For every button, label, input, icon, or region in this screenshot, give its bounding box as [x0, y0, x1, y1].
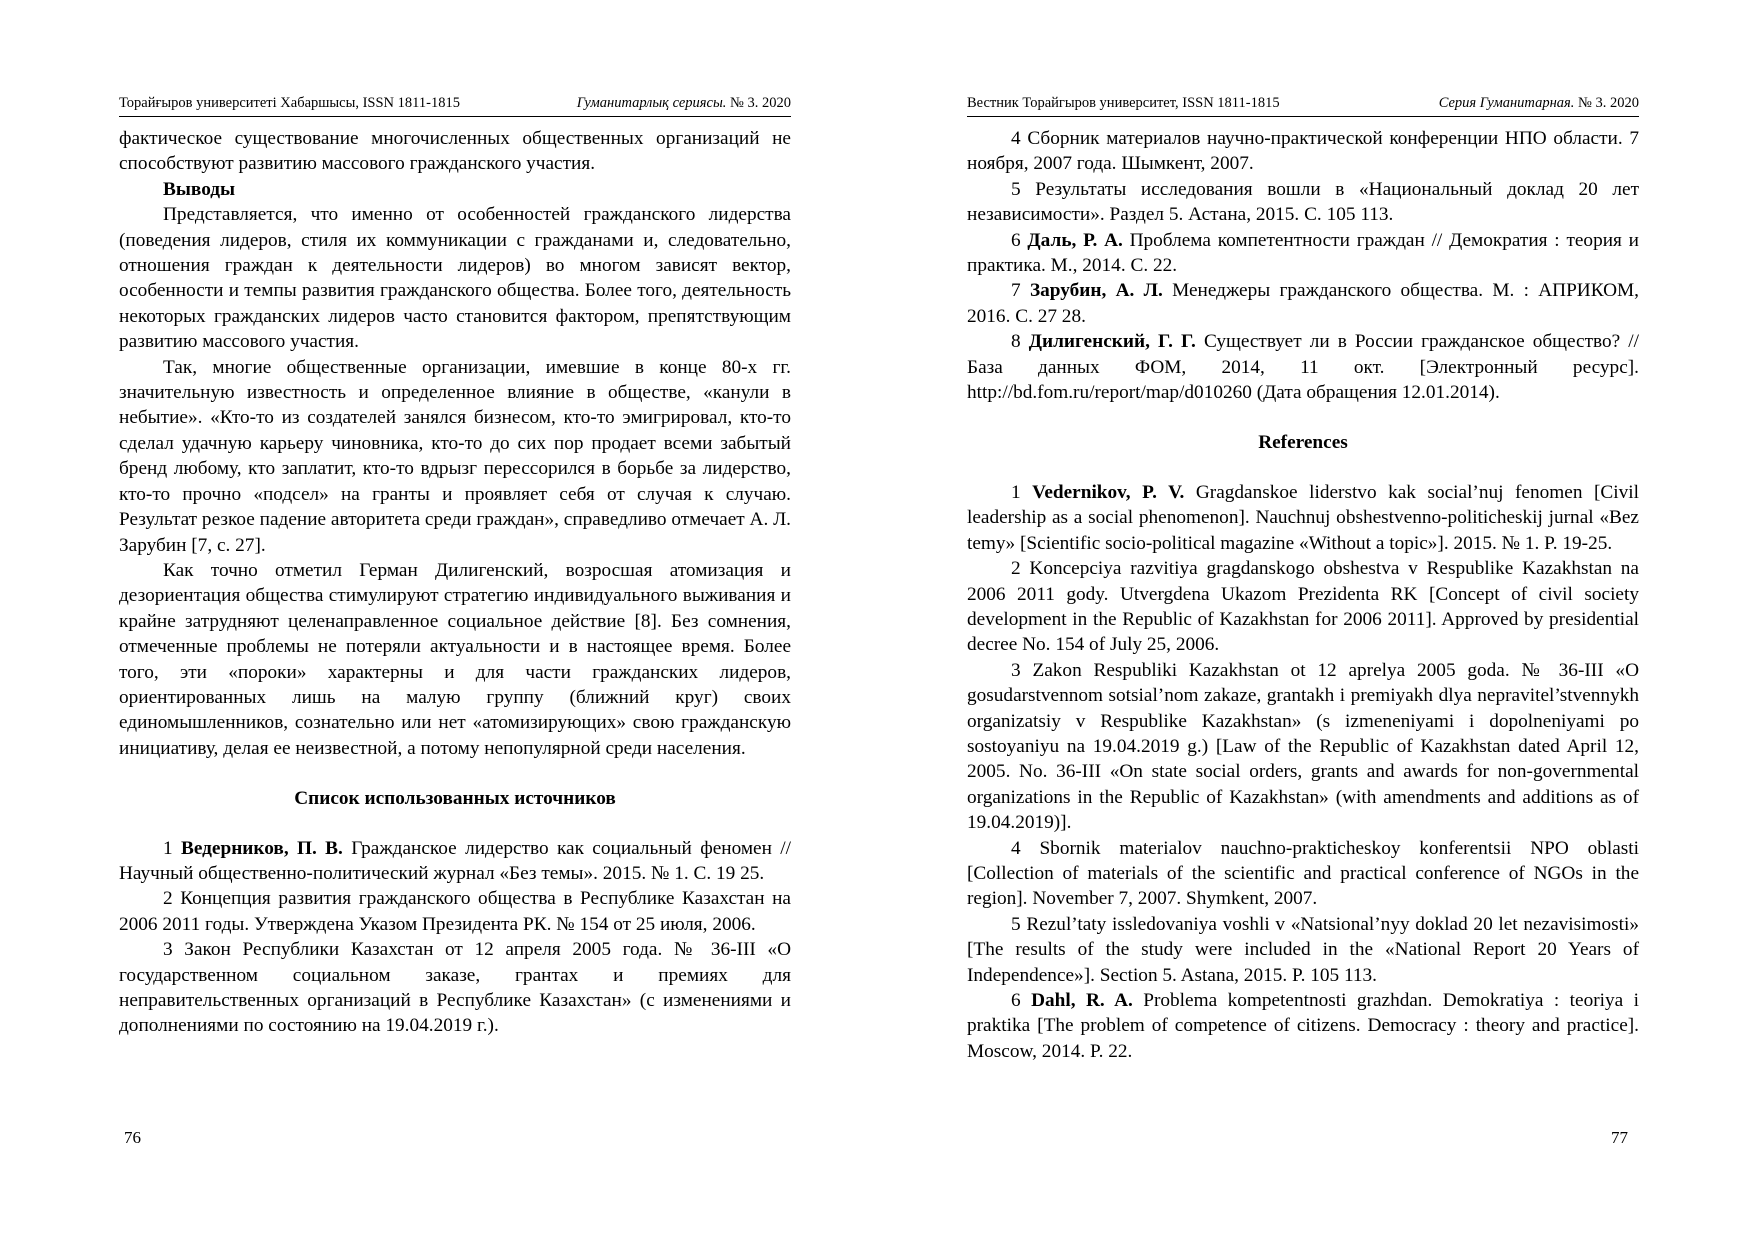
- source-number: 2: [163, 888, 181, 910]
- conclusions-heading: Выводы: [163, 178, 236, 200]
- source-author: Дилигенский, Г. Г.: [1028, 331, 1196, 353]
- reference-number: 5: [1011, 913, 1027, 935]
- reference-number: 4: [1011, 837, 1040, 859]
- page-number: 76: [124, 1128, 141, 1147]
- series-info: [577, 95, 791, 112]
- series-name: Серия Гуманитарная.: [1438, 95, 1575, 111]
- reference-text: Problema kompetentnosti grazhdan. Demokratiya : teoriya i praktika [The problem of competence of citizens. Democracy : theory and practice]. Moscow, 2014. P. 22.: [967, 990, 1639, 1062]
- reference-number: 3: [1011, 659, 1033, 681]
- reference-text: Rezul’taty issledovaniya voshli v «Natsional’nyy doklad 20 let nezavisimosti» [The results of the study were included in the «National Report 20 Years of Independence»]. Section 5. Astana, 2015. P. 105 113.: [967, 913, 1639, 986]
- source-number: 3: [163, 939, 185, 961]
- source-entry: [967, 329, 1639, 405]
- issue-number: № 3. 2020: [1574, 95, 1639, 111]
- reference-entry: [967, 988, 1639, 1064]
- reference-text: Sbornik materialov nauchno-prakticheskoy konferentsii NPO oblasti [Collection of materials of the scientific and practical conference of NGOs in the region]. November 7, 2007. Shymkent, 2007.: [967, 837, 1639, 910]
- reference-entry: [967, 912, 1639, 988]
- series-name: Гуманитарлық сериясы.: [576, 95, 727, 111]
- source-entry: [119, 886, 791, 937]
- reference-entry: [967, 836, 1639, 912]
- reference-text: Gragdanskoe liderstvo kak social’nuj fenomen [Civil leadership as a social phenomenon]. Nauchnuj obshestvenno-politicheskij jurnal «Bez temy» [Scientific socio-political magazine «Without a topic»]. 2015. № 1. P. 19-25.: [967, 481, 1639, 554]
- source-entry: [967, 177, 1639, 228]
- reference-entry: [967, 556, 1639, 658]
- source-author: Зарубин, А. Л.: [1029, 280, 1163, 302]
- issue-number: № 3. 2020: [726, 95, 791, 111]
- page-body: [967, 126, 1639, 1064]
- intro-paragraph: фактическое существование многочисленных общественных организаций не способствуют развитию массового гражданского участия.: [119, 128, 791, 175]
- source-entry: [119, 836, 791, 887]
- source-number: 5: [1011, 178, 1036, 200]
- references-heading: References: [1258, 432, 1348, 454]
- reference-text: Koncepciya razvitiya gragdanskogo obshestva v Respublike Kazakhstan na 2006 2011 gody. Utvergdena Ukazom Prezidenta RK [Concept of civil society development in the Republic of Kazakhstan for 2006 2011]. Approved by presidential decree No. 154 of July 25, 2006.: [967, 558, 1639, 656]
- source-text: Проблема компетентности граждан // Демократия : теория и практика. М., 2014. С. 22.: [967, 229, 1639, 277]
- reference-number: 6: [1011, 990, 1032, 1011]
- reference-text: Zakon Respubliki Kazakhstan ot 12 aprelya 2005 goda. № 36-III «O gosudarstvennom sotsial’nom zakaze, grantakh i premiyakh dlya nepravitel’stvennykh organizatsiy v Respublike Kazakhstan» (s izmeneniyami i dopolneniyami po sostoyaniyu na 19.04.2019 g.) [Law of the Republic of Kazakhstan dated April 12, 2005. No. 36-III «On state social orders, grants and awards for non-governmental organizations in the Republic of Kazakhstan» (with amendments and additions as of 19.04.2019)].: [967, 659, 1639, 834]
- source-text: Менеджеры гражданского общества. М. : АПРИКОМ, 2016. С. 27 28.: [967, 280, 1639, 327]
- header-rule: [967, 116, 1639, 117]
- source-number: 8: [1011, 331, 1029, 353]
- source-entry: [967, 228, 1639, 279]
- reference-number: 2: [1011, 558, 1030, 580]
- source-text: Результаты исследования вошли в «Национальный доклад 20 лет независимости». Раздел 5. Астана, 2015. С. 105 113.: [967, 178, 1639, 226]
- body-paragraph: Как точно отметил Герман Дилигенский, возросшая атомизация и дезориентация общества стимулируют стратегию индивидуального выживания и крайне затрудняют целенаправленное социальное действие [8]. Без сомнения, отмеченные проблемы не потеряли актуальности и в настоящее время. Более того, эти «пороки» характерны и для части гражданских лидеров, ориентированных лишь на малую группу (ближний круг) своих единомышленников, сознательно или нет «атомизирующих» свою гражданскую инициативу, делая ее неизвестной, а потому непопулярной среди населения.: [119, 559, 791, 759]
- body-paragraph: Так, многие общественные организации, имевшие в конце 80-х гг. значительную известность и определенное влияние в обществе, «канули в небытие». «Кто-то из создателей занялся бизнесом, кто-то эмигрировал, кто-то сделал удачную карьеру чиновника, кто-то до сих пор продает всеми забытый бренд любому, кто заплатит, кто-то вдрызг перессорился в борьбе за лидерство, кто-то прочно «подсел» на гранты и проявляет себя от случая к случаю. Результат резкое падение авторитета среди граждан», справедливо отмечает А. Л. Зарубин [7, с. 27].: [119, 356, 791, 556]
- running-header: [967, 92, 1639, 112]
- source-author: Ведерников, П. В.: [181, 837, 343, 859]
- page-number: 77: [1611, 1128, 1628, 1147]
- source-author: Даль, Р. А.: [1027, 229, 1123, 251]
- reference-number: 1: [1011, 481, 1033, 503]
- body-paragraph: Представляется, что именно от особенностей гражданского лидерства (поведения лидеров, стиля их коммуникации с гражданами и, следовательно, отношения граждан к деятельности лидеров) во многом зависят вектор, особенности и темпы развития гражданского общества. Более того, деятельность некоторых гражданских лидеров часто становится фактором, препятствующим развитию массового участия.: [119, 204, 791, 353]
- reference-entry: [967, 658, 1639, 836]
- source-entry: [119, 937, 791, 1039]
- source-entry: [967, 278, 1639, 329]
- right-page: [875, 0, 1749, 1241]
- source-number: 6: [1011, 229, 1028, 251]
- source-entry: [967, 126, 1639, 177]
- header-rule: [119, 116, 791, 117]
- source-text: Существует ли в России гражданское общество? // База данных ФОМ, 2014, 11 окт. [Электронный ресурс]. http://bd.fom.ru/report/map/d010260 (Дата обращения 12.01.2014).: [967, 331, 1639, 404]
- running-header: [119, 92, 791, 112]
- reference-entry: [967, 480, 1639, 556]
- source-number: 4: [1011, 128, 1028, 149]
- sources-heading: Список использованных источников: [294, 788, 616, 810]
- reference-author: Vedernikov, P. V.: [1032, 481, 1185, 503]
- series-info: [1439, 95, 1639, 112]
- journal-title: Вестник Торайгыров университет, ISSN 1811-1815: [967, 95, 1280, 111]
- reference-author: Dahl, R. A.: [1031, 990, 1133, 1011]
- source-text: Концепция развития гражданского общества в Республике Казахстан на 2006 2011 годы. Утверждена Указом Президента РК. № 154 от 25 июля, 2006.: [119, 888, 791, 935]
- source-text: Сборник материалов научно-практической конференции НПО области. 7 ноября, 2007 года. Шымкент, 2007.: [967, 128, 1639, 175]
- journal-title: Торайғыров университеті Хабаршысы, ISSN 1811-1815: [119, 95, 460, 111]
- page-body: [119, 126, 791, 1039]
- source-number: 7: [1011, 280, 1030, 302]
- source-text: Гражданское лидерство как социальный феномен // Научный общественно-политический журнал «Без темы». 2015. № 1. С. 19 25.: [119, 837, 791, 884]
- source-number: 1: [163, 837, 181, 859]
- source-text: Закон Республики Казахстан от 12 апреля 2005 года. № 36-III «О государственном социальном заказе, грантах и премиях для неправительственных организаций в Республике Казахстан» (с изменениями и дополнениями по состоянию на 19.04.2019 г.).: [119, 939, 791, 1037]
- left-page: [0, 0, 874, 1241]
